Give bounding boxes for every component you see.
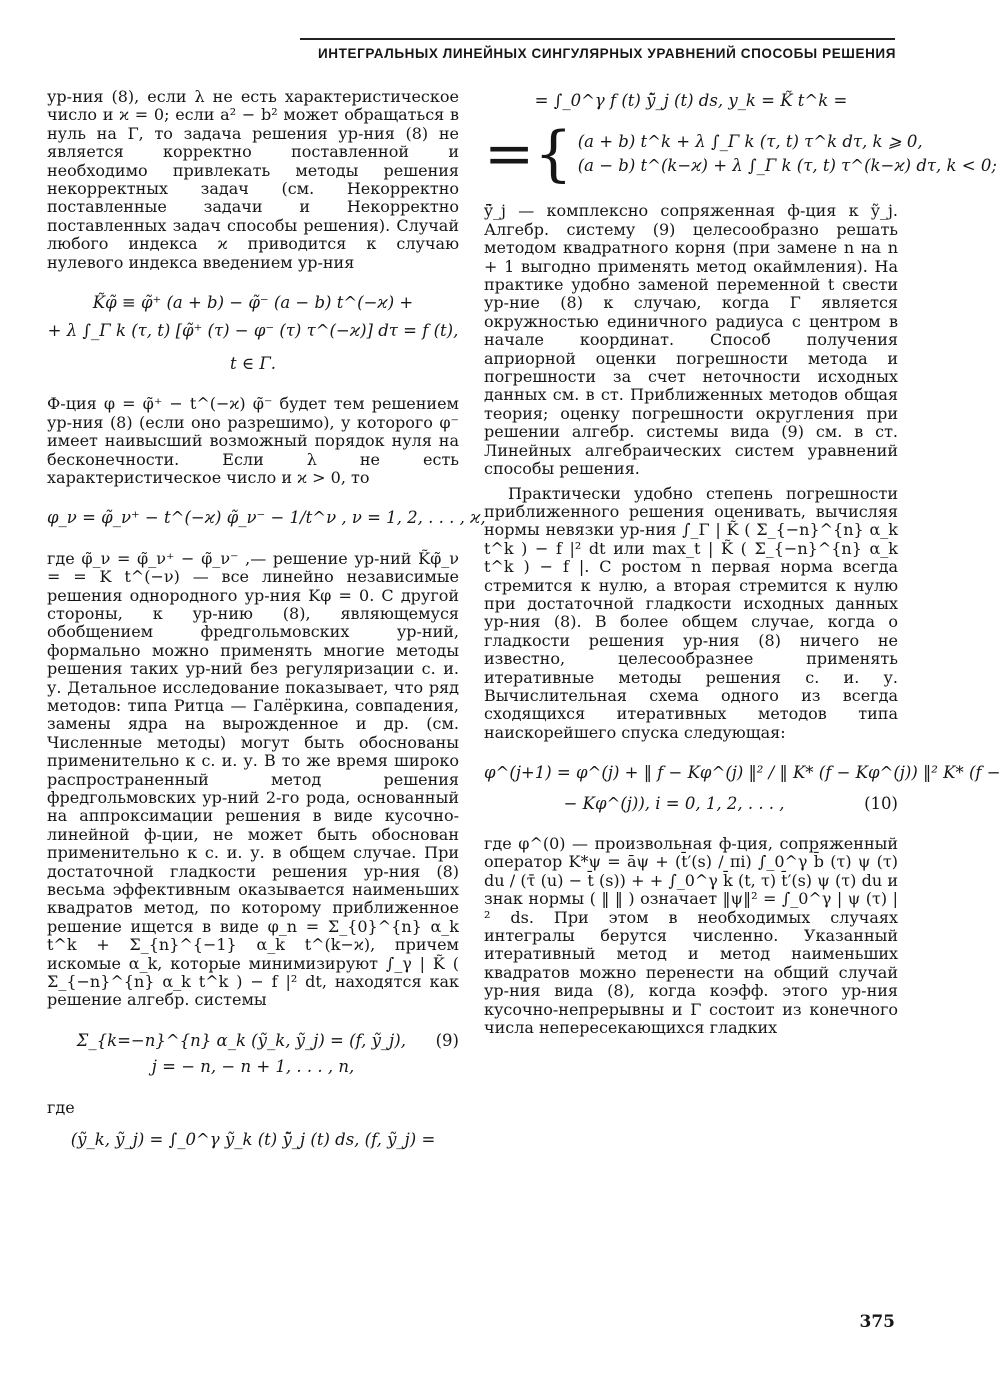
running-head: ИНТЕГРАЛЬНЫХ ЛИНЕЙНЫХ СИНГУЛЯРНЫХ УРАВНЕНИЙ СПОСОБЫ РЕШЕНИЯ [318, 46, 897, 61]
equation-cases-system [578, 127, 997, 182]
equation-9-number: (9) [435, 1030, 459, 1050]
equation-9-range: j = − n, − n + 1, . . . , n, [151, 1057, 355, 1077]
equation-10-line-1: φ^(j+1) = φ^(j) + ‖ f − Kφ^(j) ‖² / ‖ K* (f − Kφ^(j)) ‖² K* (f − [484, 763, 1001, 783]
page-number: 375 [859, 1312, 895, 1332]
right-column [484, 88, 1001, 1038]
paragraph-6: Практически удобно степень погрешности приближенного решения оценивать, вычисляя нормы невязки ур-ния ∫_Γ | K̃ ( Σ_{−n}^{n} α_k t^k ) − f |² dt или max_t | K̃ ( Σ_{−n}^{n} α_k t^k ) − f |. С ростом n первая норма всегда стремится к нулю, а вторая стремится к нулю при достаточной гладкости исходных данных ур-ния (8). В более общем случае, когда о гладкости решения ур-ния (8) ничего не известно, целесообразнее применять итеративные методы решения с. и. у. Вычислительная схема одного из всегда сходящихся итеративных методов типа наискорейшего спуска следующая: [484, 483, 898, 742]
brace-glyph: ={ [484, 119, 573, 190]
equation-10-number: (10) [864, 793, 898, 813]
equation-yk: = ∫_0^γ f (t) ȳ̃_j (t) ds, y_k = K̃ t^k = [534, 91, 848, 110]
left-column [47, 87, 486, 1164]
paragraph-1: ур-ния (8), если λ не есть характеристическое число и ϰ = 0; если a² − b² может обращаться в нуль на Γ, то задача решения ур-ния (8) не является корректно поставленной и необходимо привлекать методы решения некорректных задач (см. Некорректно поставленные задачи и Некорректно поставленных задач способы решения). Случай любого индекса ϰ приводится к случаю нулевого индекса введением ур-ния [47, 87, 459, 272]
equation-case-1: (a + b) t^k + λ ∫_Γ k (τ, t) τ^k dτ, k ⩾ 0, [577, 132, 923, 151]
paragraph-3: где φ̃_ν = φ̃_ν⁺ − φ̃_ν⁻ ,— решение ур-ний K̃φ̃_ν = = K t^(−ν) — все линейно независимые решения однородного ур-ния Kφ = 0. С другой стороны, к ур-нию (8), являющемуся обобщением фредгольмовских ур-ний, формально можно применять многие методы решения таких ур-ний без регуляризации с. и. у. Детальное исследование показывает, что ряд методов: типа Ритца — Галёркина, совпадения, замены ядра на вырожденное и др. (см. Численные методы) могут быть обоснованы применительно к с. и. у. В то же время широко распространенный метод решения фредгольмовских ур-ний 2-го рода, основанный на аппроксимации решения в виде кусочно-линейной ф-ции, не может быть обоснован применительно к с. и. у. в общем случае. При достаточной гладкости решения ур-ния (8) весьма эффективным оказывается наименьших квадратов метод, по которому приближенное решение ищется в виде φ_n = Σ_{0}^{n} α_k t^k + Σ_{n}^{−1} α_k t^(k−ϰ), причем искомые α_k, которые минимизируют ∫_γ | K̃ ( Σ_{−n}^{n} α_k t^k ) − f |² dt, находятся как решение алгебр. системы [47, 548, 459, 1010]
equation-1 [47, 294, 459, 373]
equation-9 [47, 1032, 459, 1077]
equation-1-line-1: K̃φ̃ ≡ φ̃⁺ (a + b) − φ̃⁻ (a − b) t^(−ϰ) + [92, 293, 414, 313]
equation-1-line-3: t ∈ Γ. [229, 353, 277, 373]
equation-10 [484, 763, 1001, 813]
equation-10-line-2: − Kφ^(j)), i = 0, 1, 2, . . . , [563, 793, 785, 813]
equation-1-line-2: + λ ∫_Γ k (τ, t) [φ̃⁺ (τ) − φ⁻ (τ) τ^(−ϰ)] dτ = f (t), [47, 321, 459, 341]
equation-inner-product: (ỹ_k, ỹ_j) = ∫_0^γ ỹ_k (t) ȳ̃_j (t) ds, (f, ỹ_j) = [70, 1130, 436, 1150]
paragraph-5: ȳ̃_j — комплексно сопряженная ф-ция к ỹ_j. Алгебр. систему (9) целесообразно решать методом квадратного корня (при замене n на n + 1 выгодно применять метод окаймления). На практике удобно заменой переменной t свести ур-ние (8) к случаю, когда Γ является окружностью единичного радиуса с центром в начале координат. Способ получения априорной оценки погрешности метода и погрешности за счет неточности исходных данных см. в ст. Приближенных методов общая теория; оценку погрешности округления при решении алгебр. системы вида (9) см. в ст. Линейных алгебраических систем уравнений способы решения. [484, 201, 898, 479]
equation-9-body: Σ_{k=−n}^{n} α_k (ỹ_k, ỹ_j) = (f, ỹ_j), [76, 1030, 406, 1050]
equation-case-2: (a − b) t^(k−ϰ) + λ ∫_Γ k (τ, t) τ^(k−ϰ) dτ, k < 0; [577, 156, 997, 176]
paragraph-7: где φ^(0) — произвольная ф-ция, сопряженный оператор K*ψ = āψ + (t̄′(s) / πi) ∫_0^γ b̄ (τ) ψ (τ) du / (τ̄ (u) − t̄ (s)) + + ∫_0^γ k̄ (t, τ) t̄′(s) ψ (τ) du и знак нормы ( ‖ ‖ ) означает ‖ψ‖² = ∫_0^γ | ψ (τ) |² ds. При этом в необходимых случаях интегралы берутся численно. Указанный итеративный метод и метод наименьших квадратов можно перенести на общий случай ур-ния вида (8), когда коэфф. этого ур-ния кусочно-непрерывны и Γ состоит из конечного числа непересекающихся гладких [484, 834, 898, 1038]
paragraph-4: где [47, 1097, 75, 1117]
paragraph-2: Ф-ция φ = φ̃⁺ − t^(−ϰ) φ̃⁻ будет тем решением ур-ния (8) (если оно разрешимо), у которого φ⁻ имеет наивысший возможный порядок нуля на бесконечности. Если λ не есть характеристическое число и ϰ > 0, то [47, 394, 459, 487]
equation-cases [484, 119, 997, 190]
header-rule [300, 38, 895, 40]
page-header [0, 0, 923, 78]
equation-2: φ_ν = φ̃_ν⁺ − t^(−ϰ) φ̃_ν⁻ − 1/t^ν , ν = 1, 2, . . . , ϰ, [47, 508, 486, 528]
